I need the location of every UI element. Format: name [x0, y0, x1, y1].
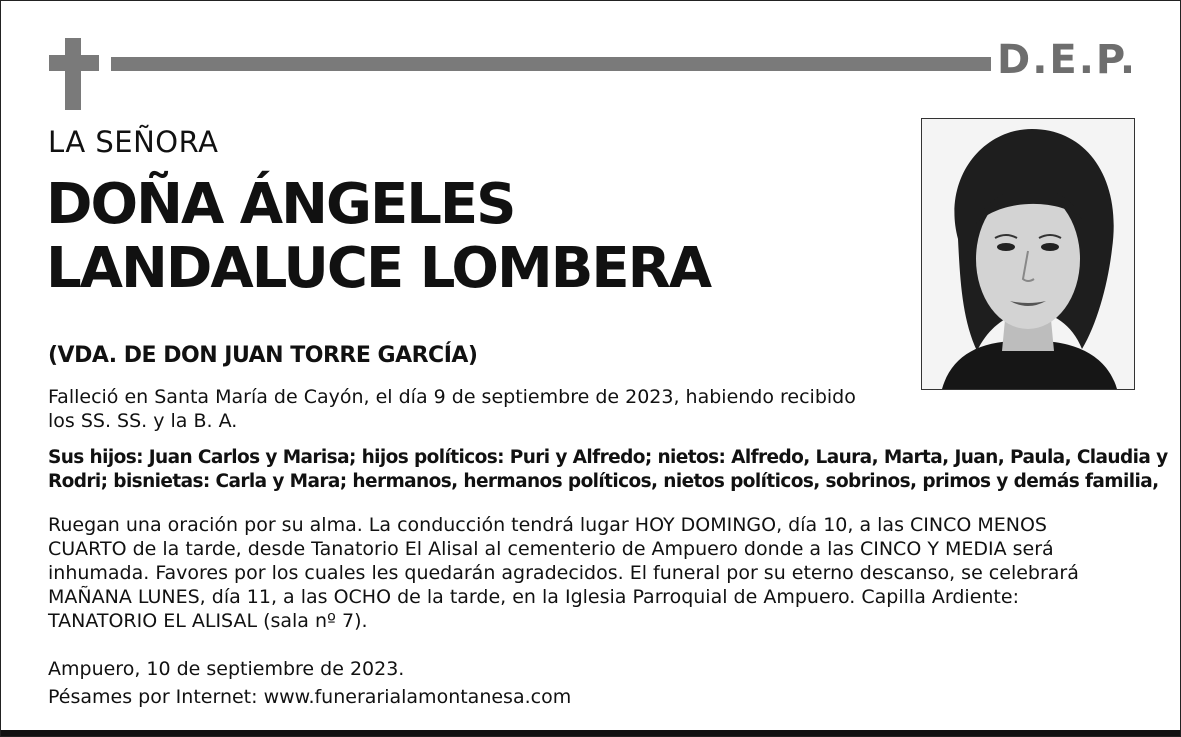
bottom-rule — [1, 730, 1180, 736]
death-notice — [48, 385, 878, 433]
name-line-1: DOÑA ÁNGELES — [46, 172, 515, 237]
family-line-1: Sus hijos: Juan Carlos y Marisa; hijos políticos: Puri y Alfredo; nietos: Alfredo, Laura, Marta, Juan, Paula, Claudia y — [48, 447, 1168, 468]
intro-label: LA SEÑORA — [48, 125, 219, 159]
ceremony-details — [48, 513, 1128, 633]
ceremony-line: inhumada. Favores por los cuales les quedarán agradecidos. El funeral por su eterno descanso, se celebrará — [48, 562, 1079, 584]
family-list — [48, 446, 1168, 494]
ceremony-line: TANATORIO EL ALISAL (sala nº 7). — [48, 610, 368, 632]
deceased-name — [46, 173, 710, 301]
widow-note: (VDA. DE DON JUAN TORRE GARCÍA) — [48, 343, 478, 368]
condolences-link[interactable]: Pésames por Internet: www.funerarialamontanesa.com — [48, 686, 572, 708]
death-line-1: Falleció en Santa María de Cayón, el día 9 de septiembre de 2023, habiendo recibido — [48, 386, 856, 408]
death-line-2: los SS. SS. y la B. A. — [48, 410, 238, 432]
cross-icon — [49, 38, 99, 110]
dep-label: D.E.P. — [997, 37, 1138, 83]
ceremony-line: CUARTO de la tarde, desde Tanatorio El Alisal al cementerio de Ampuero donde a las CINCO Y MEDIA será — [48, 538, 1054, 560]
name-line-2: LANDALUCE LOMBERA — [46, 236, 711, 301]
place-date: Ampuero, 10 de septiembre de 2023. — [48, 658, 405, 680]
ceremony-line: MAÑANA LUNES, día 11, a las OCHO de la tarde, en la Iglesia Parroquial de Ampuero. Capilla Ardiente: — [48, 586, 1019, 608]
header-rule — [111, 57, 991, 71]
portrait-photo — [921, 118, 1135, 390]
ceremony-line: Ruegan una oración por su alma. La conducción tendrá lugar HOY DOMINGO, día 10, a las CINCO MENOS — [48, 514, 1047, 536]
family-line-2: Rodri; bisnietas: Carla y Mara; hermanos, hermanos políticos, nietos políticos, sobrinos, primos y demás familia, — [48, 471, 1159, 492]
